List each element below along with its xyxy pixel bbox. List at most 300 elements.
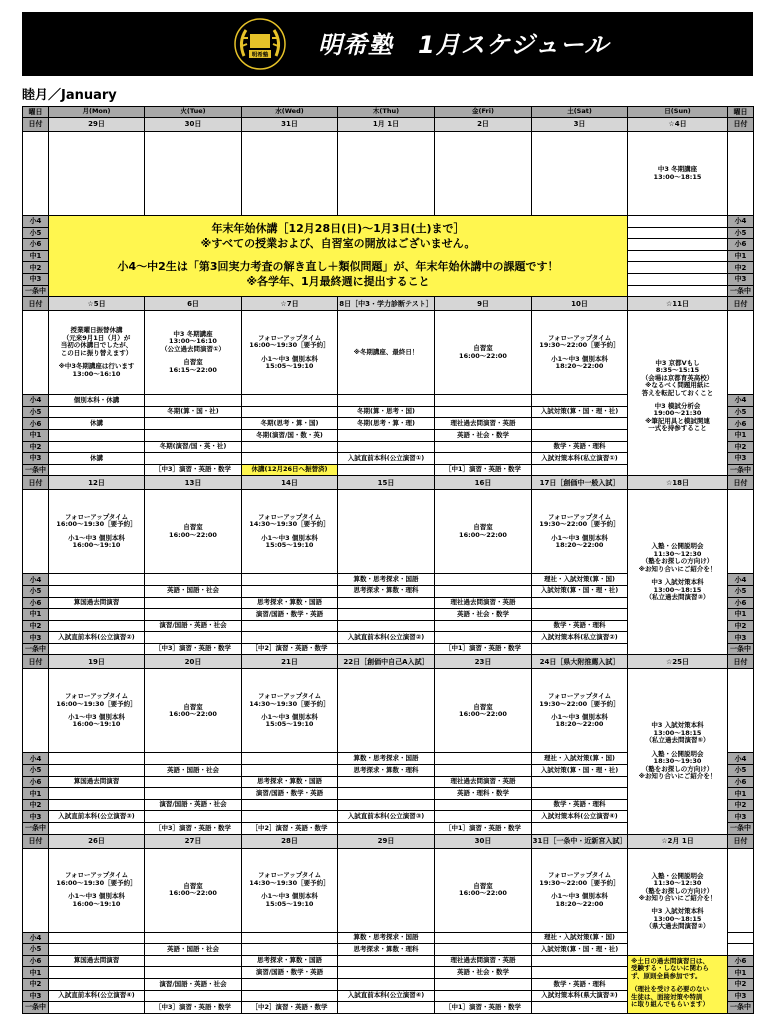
grade-label-chu3: 中3	[23, 990, 49, 1002]
cell-line: 16:00～22:00	[169, 709, 217, 718]
date-row-label: 日付	[23, 834, 49, 848]
slot-cell: ［中1］演習・英語・数学	[435, 643, 532, 655]
slot-cell	[49, 585, 145, 597]
day-main-cell	[49, 132, 145, 216]
slot-cell: 入試対策本科(公立演習④)	[532, 811, 628, 823]
cell-line: 授業曜日振替休講	[70, 326, 123, 335]
grade-label-sho6: 小6	[23, 239, 49, 251]
slot-cell	[145, 967, 242, 979]
day-main-cell	[242, 490, 338, 574]
cell-line: フォローアップタイム	[64, 692, 129, 701]
cell-line: 16:00～19:30［要予約］	[249, 341, 330, 350]
slot-cell	[532, 643, 628, 655]
cell-line: 18:20～22:00	[555, 720, 604, 729]
slot-cell	[628, 273, 728, 285]
main-row-label	[23, 132, 49, 216]
slot-cell: 入試対策(算・国・理・社)	[532, 406, 628, 418]
slot-cell	[628, 262, 728, 274]
cell-line: フォローアップタイム	[547, 333, 612, 342]
cell-line: 小1～中3 個別本科	[551, 712, 608, 721]
schedule-table	[22, 106, 754, 1014]
slot-cell: 休講(12月26日へ振替済)	[242, 464, 338, 476]
slot-cell	[242, 632, 338, 644]
cell-line: 小1～中3 個別本科	[551, 354, 608, 363]
cell-line: フォローアップタイム	[257, 871, 322, 880]
slot-cell	[145, 788, 242, 800]
date-cell: ☆7日	[242, 297, 338, 311]
grade-label-sho5: 小5	[23, 585, 49, 597]
weekday-header: 水(Wed)	[242, 107, 338, 118]
grade-label-chu3: 中3	[23, 811, 49, 823]
main-row-label	[23, 848, 49, 932]
grade-label-ichijo: 一条中	[728, 1002, 754, 1014]
grade-label-chu2: 中2	[23, 262, 49, 274]
cell-line: 16:00～22:00	[169, 530, 217, 539]
slot-cell: ［中3］演習・英語・数学	[145, 464, 242, 476]
slot-cell: 演習/国語・数学・英語	[242, 788, 338, 800]
grade-label-sho6: 小6	[23, 955, 49, 967]
grade-label-ichijo: 一条中	[23, 823, 49, 835]
date-cell: 30日	[145, 118, 242, 132]
cell-line: フォローアップタイム	[547, 692, 612, 701]
slot-cell	[242, 990, 338, 1002]
holiday-notice	[49, 216, 628, 297]
cell-line: 16:00～19:30［要予約］	[56, 699, 137, 708]
slot-cell: 数学・英語・理科	[532, 620, 628, 632]
grade-label-sho4: 小4	[23, 753, 49, 765]
cell-line: 入塾・公開説明会	[651, 749, 704, 758]
slot-cell: 理社過去問演習・英語	[435, 597, 532, 609]
grade-label-chu3: 中3	[728, 273, 754, 285]
slot-cell	[49, 788, 145, 800]
weekday-header-label: 曜日	[728, 107, 754, 118]
slot-cell: ［中2］演習・英語・数学	[242, 823, 338, 835]
slot-cell	[728, 932, 754, 944]
slot-cell: 個別本科・休講	[49, 395, 145, 407]
cell-line: 19:30～22:00［要予約］	[539, 878, 620, 887]
slot-cell: 演習/国語・数学・英語	[242, 609, 338, 621]
slot-cell: ［中3］演習・英語・数学	[145, 823, 242, 835]
slot-cell	[532, 823, 628, 835]
date-cell: 28日	[242, 834, 338, 848]
day-main-cell	[49, 848, 145, 932]
date-cell: 27日	[145, 834, 242, 848]
date-cell: 1月 1日	[338, 118, 435, 132]
cell-line: 14:30～19:30［要予約］	[249, 878, 330, 887]
cell-line: 16:00～19:30［要予約］	[56, 878, 137, 887]
slot-cell: 思考探求・算数・国語	[242, 955, 338, 967]
day-main-cell	[242, 669, 338, 753]
date-cell: 8日［中3・学力診断テスト］	[338, 297, 435, 311]
cell-line: 11:30～12:30	[653, 879, 702, 888]
grade-label-sho5: 小5	[728, 406, 754, 418]
slot-cell	[532, 788, 628, 800]
page-title: 明希塾 1月スケジュール	[318, 31, 610, 59]
day-main-cell	[532, 311, 628, 395]
grade-label-chu1: 中1	[23, 609, 49, 621]
grade-label-sho6: 小6	[728, 776, 754, 788]
cell-line: 19:30～22:00［要予約］	[539, 341, 620, 350]
slot-cell	[49, 620, 145, 632]
slot-cell	[49, 441, 145, 453]
cell-line: ※中3冬期講座は行います	[58, 362, 135, 371]
day-main-cell	[242, 311, 338, 395]
grade-label-sho4: 小4	[23, 395, 49, 407]
cell-line: 18:20～22:00	[555, 362, 604, 371]
slot-cell: 入試直前本科(公立演習①)	[338, 453, 435, 465]
date-row-label: 日付	[728, 834, 754, 848]
date-row-label: 日付	[728, 476, 754, 490]
cell-line: 15:05～19:10	[265, 720, 314, 729]
cell-line: 中3 入試対策本科	[651, 721, 704, 730]
slot-cell	[49, 464, 145, 476]
date-cell: 16日	[435, 476, 532, 490]
day-main-cell	[242, 848, 338, 932]
slot-cell: 入試対策本科(私立演習②)	[532, 632, 628, 644]
grade-label-sho6: 小6	[728, 597, 754, 609]
date-cell: 21日	[242, 655, 338, 669]
slot-cell: 英語・社会・数学	[435, 429, 532, 441]
slot-cell	[435, 944, 532, 956]
day-main-cell	[532, 132, 628, 216]
grade-label-ichijo: 一条中	[728, 285, 754, 297]
date-row-label: 日付	[728, 297, 754, 311]
slot-cell: ［中1］演習・英語・数学	[435, 1002, 532, 1014]
day-main-cell	[435, 132, 532, 216]
cell-line: フォローアップタイム	[64, 871, 129, 880]
slot-cell	[435, 990, 532, 1002]
slot-cell: 思考探求・算数・国語	[242, 776, 338, 788]
slot-cell	[145, 609, 242, 621]
weekday-header: 日(Sun)	[628, 107, 728, 118]
cell-line: 入塾・公開説明会	[651, 542, 704, 551]
grade-label-chu1: 中1	[23, 250, 49, 262]
cell-line: 14:30～19:30［要予約］	[249, 520, 330, 529]
slot-cell	[338, 609, 435, 621]
slot-cell: 入試直前本科(公立演習③)	[338, 811, 435, 823]
day-main-cell	[532, 848, 628, 932]
day-main-cell	[435, 311, 532, 395]
grade-label-sho5: 小5	[728, 227, 754, 239]
grade-label-sho5: 小5	[23, 227, 49, 239]
slot-cell: 休講	[49, 453, 145, 465]
slot-cell	[49, 944, 145, 956]
cell-line: 自習室	[473, 881, 493, 890]
cell-line: フォローアップタイム	[257, 512, 322, 521]
date-cell: 10日	[532, 297, 628, 311]
slot-cell	[338, 597, 435, 609]
slot-cell: 演習/国語・英語・社会	[145, 799, 242, 811]
slot-cell: 入試対策本科(県大演習③)	[532, 990, 628, 1002]
slot-cell: ［中1］演習・英語・数学	[435, 823, 532, 835]
slot-cell	[242, 406, 338, 418]
slot-cell	[242, 753, 338, 765]
cell-line: 入塾・公開説明会	[651, 871, 704, 880]
main-row-label	[728, 848, 754, 932]
cell-line: 中3 冬期講座	[657, 165, 698, 174]
slot-cell	[338, 464, 435, 476]
grade-label-ichijo: 一条中	[23, 643, 49, 655]
slot-cell	[338, 643, 435, 655]
slot-cell	[145, 418, 242, 430]
date-cell: 12日	[49, 476, 145, 490]
date-cell: 29日	[49, 118, 145, 132]
cell-line: （私立過去問演習③）	[645, 593, 710, 602]
cell-line: 16:00～22:00	[459, 530, 507, 539]
cell-line: フォローアップタイム	[257, 692, 322, 701]
cell-line: 自習室	[473, 344, 493, 353]
cell-line: ※土日の過去問演習日は、	[631, 956, 709, 965]
grade-label-chu3: 中3	[728, 811, 754, 823]
slot-cell	[435, 811, 532, 823]
slot-cell	[435, 453, 532, 465]
cell-line: 答えを転記しておくこと	[641, 388, 714, 397]
cell-line: 16:00～22:00	[459, 351, 507, 360]
slot-cell	[435, 932, 532, 944]
cell-line: 18:30～19:30	[653, 757, 702, 766]
main-row-label	[23, 311, 49, 395]
weekday-header: 木(Thu)	[338, 107, 435, 118]
slot-cell	[435, 585, 532, 597]
grade-label-chu2: 中2	[728, 979, 754, 991]
date-cell: 29日	[338, 834, 435, 848]
slot-cell	[532, 776, 628, 788]
grade-label-sho6: 小6	[23, 597, 49, 609]
date-cell: 20日	[145, 655, 242, 669]
day-main-cell	[145, 848, 242, 932]
slot-cell: 理社過去問演習・英語	[435, 955, 532, 967]
cell-line: 13:00～18:15	[653, 914, 702, 923]
cell-line: 自習室	[183, 702, 203, 711]
date-cell: 26日	[49, 834, 145, 848]
cell-line: ず、原則全員参加です。	[631, 971, 702, 980]
slot-cell	[242, 979, 338, 991]
date-cell: 13日	[145, 476, 242, 490]
slot-cell	[242, 620, 338, 632]
slot-cell	[242, 441, 338, 453]
cell-line: 小1～中3 個別本科	[551, 533, 608, 542]
date-cell: 17日［創価中一般入試］	[532, 476, 628, 490]
grade-label-ichijo: 一条中	[728, 464, 754, 476]
cell-line: ※冬期講座、最終日！	[353, 347, 419, 356]
cell-line: 自習室	[183, 881, 203, 890]
grade-label-sho5: 小5	[728, 765, 754, 777]
grade-label-chu2: 中2	[728, 441, 754, 453]
cell-line: フォローアップタイム	[257, 333, 322, 342]
day-main-cell	[338, 848, 435, 932]
notice-line: ※各学年、1月最終週に提出すること	[246, 274, 430, 288]
cell-line: 小1～中3 個別本科	[68, 712, 125, 721]
slot-cell	[532, 597, 628, 609]
day-main-cell	[435, 669, 532, 753]
cell-line: 16:00～22:00	[169, 889, 217, 898]
cell-line: 16:00～22:00	[459, 889, 507, 898]
date-cell: 15日	[338, 476, 435, 490]
slot-cell	[338, 620, 435, 632]
date-row-label: 日付	[23, 655, 49, 669]
cell-line: 15:05～19:10	[265, 541, 314, 550]
grade-label-sho5: 小5	[23, 944, 49, 956]
slot-cell	[532, 955, 628, 967]
cell-line: 13:00～18:15	[653, 728, 702, 737]
grade-label-sho6: 小6	[23, 418, 49, 430]
cell-line: に取り組んでもらいます）	[631, 1000, 709, 1009]
slot-cell	[532, 967, 628, 979]
day-main-cell	[338, 490, 435, 574]
date-row-label: 日付	[23, 297, 49, 311]
grade-label-chu1: 中1	[728, 250, 754, 262]
title-banner	[22, 12, 753, 76]
slot-cell: ［中3］演習・英語・数学	[145, 643, 242, 655]
slot-cell: 冬期(思考・算・理)	[338, 418, 435, 430]
cell-line: 当初の休講日でしたが、	[60, 341, 133, 350]
slot-cell	[145, 453, 242, 465]
slot-cell: 思考探求・算数・理科	[338, 585, 435, 597]
slot-cell: 算数・思考探求・国語	[338, 574, 435, 586]
slot-cell	[338, 395, 435, 407]
slot-cell: 英語・国語・社会	[145, 585, 242, 597]
slot-cell: 思考探求・算数・理科	[338, 944, 435, 956]
slot-cell: 入試対策(算・国・理・社)	[532, 765, 628, 777]
slot-cell	[435, 765, 532, 777]
date-cell: ☆18日	[628, 476, 728, 490]
cell-line: 小1～中3 個別本科	[68, 533, 125, 542]
cell-line: 自習室	[473, 523, 493, 532]
cell-line: 15:05～19:10	[265, 362, 314, 371]
slot-cell: 演習/国語・英語・社会	[145, 620, 242, 632]
slot-cell	[49, 609, 145, 621]
grade-label-chu3: 中3	[728, 632, 754, 644]
slot-cell	[49, 799, 145, 811]
grade-label-sho4: 小4	[23, 932, 49, 944]
slot-cell	[49, 823, 145, 835]
slot-cell	[435, 620, 532, 632]
slot-cell	[242, 811, 338, 823]
grade-label-chu1: 中1	[728, 967, 754, 979]
cell-line: 15:05～19:10	[265, 899, 314, 908]
slot-cell	[242, 944, 338, 956]
slot-cell	[49, 967, 145, 979]
laurel-crest-icon	[232, 16, 288, 72]
grade-label-chu1: 中1	[23, 429, 49, 441]
day-main-cell	[628, 132, 728, 216]
day-main-cell	[338, 669, 435, 753]
slot-cell	[532, 395, 628, 407]
slot-cell: 入試直前本科(公立演習②)	[49, 632, 145, 644]
slot-cell	[338, 776, 435, 788]
cell-line: 中3 模試分析会	[654, 401, 701, 410]
grade-label-ichijo: 一条中	[728, 643, 754, 655]
date-cell: 2日	[435, 118, 532, 132]
cell-line: （塾をお探しの方向け）	[641, 557, 714, 566]
grade-label-chu1: 中1	[23, 788, 49, 800]
slot-cell	[435, 632, 532, 644]
grade-label-ichijo: 一条中	[728, 823, 754, 835]
date-cell: ☆11日	[628, 297, 728, 311]
grade-label-sho5: 小5	[23, 765, 49, 777]
slot-cell	[338, 823, 435, 835]
cell-line: 14:30～19:30［要予約］	[249, 699, 330, 708]
cell-line: 13:00～16:10	[72, 369, 121, 378]
grade-label-sho6: 小6	[728, 955, 754, 967]
cell-line: 16:00～19:10	[72, 720, 121, 729]
slot-cell	[435, 395, 532, 407]
weekday-header: 土(Sat)	[532, 107, 628, 118]
grade-label-chu2: 中2	[23, 979, 49, 991]
slot-cell	[338, 967, 435, 979]
slot-cell: 理社・入試対策(算・国)	[532, 574, 628, 586]
grade-label-chu1: 中1	[23, 967, 49, 979]
slot-cell: 演習/国語・英語・社会	[145, 979, 242, 991]
cell-line: 小1～中3 個別本科	[551, 892, 608, 901]
slot-cell: 演習/国語・数学・英語	[242, 967, 338, 979]
day-main-cell	[145, 490, 242, 574]
slot-cell	[338, 441, 435, 453]
sunday-events-cell	[628, 311, 728, 476]
sunday-events-cell	[628, 848, 728, 955]
slot-cell	[145, 811, 242, 823]
slot-cell	[338, 1002, 435, 1014]
slot-cell: 算国過去問演習	[49, 776, 145, 788]
slot-cell: 英語・社会・数学	[435, 967, 532, 979]
slot-cell	[49, 765, 145, 777]
cell-line: 小1～中3 個別本科	[261, 712, 318, 721]
slot-cell	[338, 429, 435, 441]
cell-line: 受験する・しないに関わら	[631, 964, 709, 973]
slot-cell: 入試直前本科(公立演習②)	[338, 632, 435, 644]
slot-cell: 冬期(思考・算・国)	[242, 418, 338, 430]
cell-line: （元来9月1日（月）が	[62, 333, 131, 342]
slot-cell: 算国過去問演習	[49, 955, 145, 967]
date-row-label: 日付	[23, 476, 49, 490]
slot-cell: 入試直前本科(公立演習③)	[49, 811, 145, 823]
slot-cell	[242, 453, 338, 465]
slot-cell: ［中2］演習・英語・数学	[242, 643, 338, 655]
grade-label-chu1: 中1	[728, 609, 754, 621]
slot-cell	[435, 753, 532, 765]
grade-label-sho4: 小4	[728, 753, 754, 765]
date-row-label: 日付	[728, 655, 754, 669]
slot-cell	[532, 429, 628, 441]
day-main-cell	[338, 132, 435, 216]
slot-cell	[628, 216, 728, 228]
day-main-cell	[242, 132, 338, 216]
day-main-cell	[145, 311, 242, 395]
cell-line: 中3 京都Vもし	[655, 358, 700, 367]
cell-line: （会場は京都育英高校）	[641, 373, 714, 382]
day-main-cell	[49, 669, 145, 753]
cell-line: 16:00～19:10	[72, 541, 121, 550]
slot-cell	[338, 799, 435, 811]
date-cell: ☆5日	[49, 297, 145, 311]
date-cell: 31日［一条中・近新宮入試］	[532, 834, 628, 848]
slot-cell: 冬期(算・国・社)	[145, 406, 242, 418]
cell-line: 8:35～15:15	[655, 366, 700, 375]
notice-line	[49, 252, 627, 260]
date-cell: 9日	[435, 297, 532, 311]
logo-text: 明希塾	[251, 52, 269, 59]
weekday-header-label: 曜日	[23, 107, 49, 118]
slot-cell: 冬期(演習/国・英・社)	[145, 441, 242, 453]
slot-cell	[242, 932, 338, 944]
grade-label-sho5: 小5	[23, 406, 49, 418]
date-cell: 23日	[435, 655, 532, 669]
grade-label-ichijo: 一条中	[23, 464, 49, 476]
slot-cell: 英語・理科・数学	[435, 788, 532, 800]
slot-cell: ［中1］演習・英語・数学	[435, 464, 532, 476]
cell-line: フォローアップタイム	[547, 512, 612, 521]
slot-cell	[145, 932, 242, 944]
